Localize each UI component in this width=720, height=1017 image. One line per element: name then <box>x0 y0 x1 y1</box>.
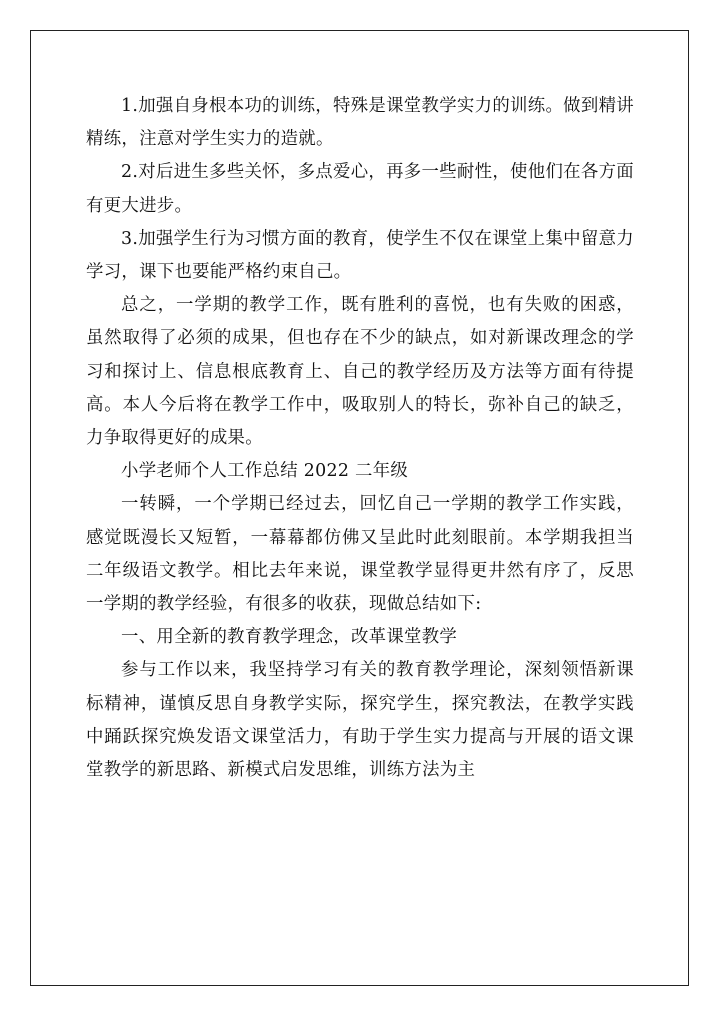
document-body <box>86 90 634 787</box>
paragraph-3: 3.加强学生行为习惯方面的教育，使学生不仅在课堂上集中留意力学习，课下也要能严格约束自己。 <box>86 228 634 283</box>
section-heading-1: 一、用全新的教育教学理念，改革课堂教学 <box>121 627 458 648</box>
section-title: 小学老师个人工作总结 2022 二年级 <box>121 461 409 482</box>
paragraph-summary: 总之，一学期的教学工作，既有胜利的喜悦，也有失败的困惑，虽然取得了必须的成果，但也存在不少的缺点，如对新课改理念的学习和探讨上、信息根底教育上、自己的教学经历及方法等方面有待提高。本人今后将在教学工作中，吸取别人的特长，弥补自己的缺乏，力争取得更好的成果。 <box>86 295 634 449</box>
paragraph-body: 参与工作以来，我坚持学习有关的教育教学理论，深刻领悟新课标精神，谨慎反思自身教学实际，探究学生，探究教法，在教学实践中踊跃探究焕发语文课堂活力，有助于学生实力提高与开展的语文课堂教学的新思路、新模式启发思维，训练方法为主 <box>86 660 634 781</box>
paragraph-intro: 一转瞬，一个学期已经过去，回忆自己一学期的教学工作实践，感觉既漫长又短暂，一幕幕都仿佛又呈此时此刻眼前。本学期我担当二年级语文教学。相比去年来说，课堂教学显得更井然有序了，反思一学期的教学经验，有很多的收获，现做总结如下: <box>86 494 634 615</box>
paragraph-1: 1.加强自身根本功的训练，特殊是课堂教学实力的训练。做到精讲精练，注意对学生实力的造就。 <box>86 96 634 150</box>
paragraph-2: 2.对后进生多些关怀，多点爱心，再多一些耐性，使他们在各方面有更大进步。 <box>86 162 634 216</box>
